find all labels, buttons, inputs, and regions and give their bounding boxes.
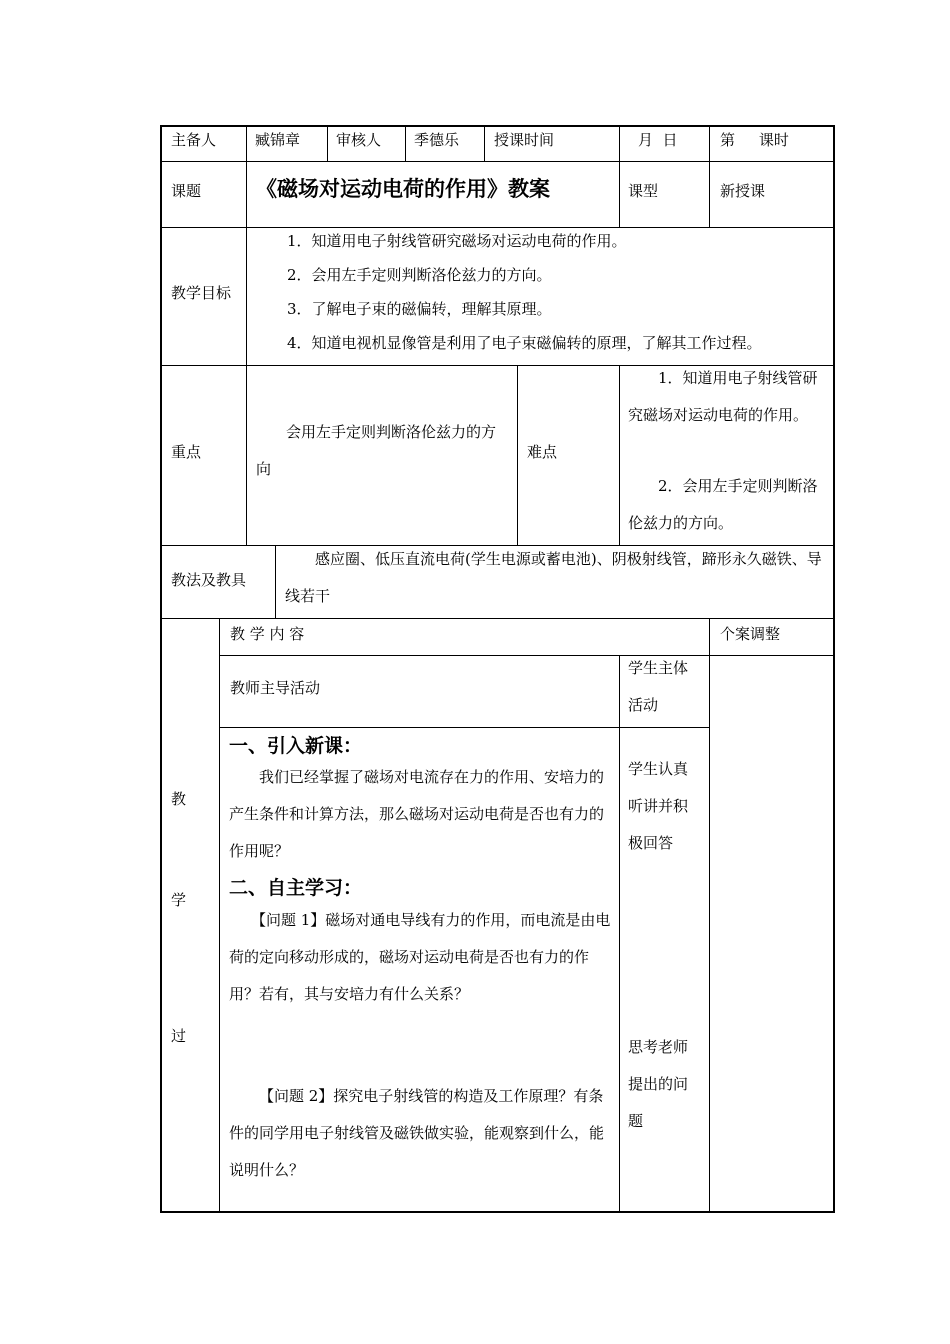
process-side-label-2: 学 bbox=[171, 891, 187, 909]
difficulty-item-2: 2．会用左手定则判断洛伦兹力的方向。 bbox=[628, 477, 818, 532]
process-side-label-3: 过 bbox=[171, 1027, 187, 1045]
date-field: 月 日 bbox=[638, 131, 678, 149]
reviewer-label: 审核人 bbox=[336, 131, 382, 149]
col-line bbox=[517, 365, 518, 545]
col-line bbox=[709, 125, 710, 227]
type-value: 新授课 bbox=[720, 182, 766, 200]
teacher-header: 教师主导活动 bbox=[230, 679, 321, 697]
col-line bbox=[327, 125, 328, 161]
col-line bbox=[709, 618, 710, 1213]
student-activity-1: 学生认真听讲并积极回答 bbox=[628, 760, 689, 852]
row-line bbox=[160, 161, 835, 162]
difficulty-label: 难点 bbox=[527, 443, 558, 461]
type-label: 课型 bbox=[628, 182, 659, 200]
table-border-top bbox=[160, 125, 835, 127]
section-1-text: 我们已经掌握了磁场对电流存在力的作用、安培力的产生条件和计算方法，那么磁场对运动电荷是否也有力的作用呢？ bbox=[229, 768, 605, 860]
table-border-bottom bbox=[160, 1211, 835, 1213]
col-line bbox=[246, 365, 247, 545]
col-line bbox=[619, 365, 620, 545]
section-1-title: 一、引入新课： bbox=[229, 735, 363, 757]
time-label: 授课时间 bbox=[494, 131, 555, 149]
difficulty-item-1: 1．知道用电子射线管研究磁场对运动电荷的作用。 bbox=[628, 369, 818, 424]
question-2-text: 【问题 2】探究电子射线管的构造及工作原理？有条件的同学用电子射线管及磁铁做实验，能观察到什么，能说明什么？ bbox=[229, 1087, 605, 1179]
objective-item-4: 4．知道电视机显像管是利用了电子束磁偏转的原理，了解其工作过程。 bbox=[287, 334, 762, 352]
row-line bbox=[220, 655, 835, 656]
period-field: 第 课时 bbox=[720, 131, 789, 149]
preparer-label: 主备人 bbox=[171, 131, 217, 149]
objective-item-1: 1．知道用电子射线管研究磁场对运动电荷的作用。 bbox=[287, 232, 627, 250]
row-line bbox=[160, 227, 835, 228]
objective-item-3: 3．了解电子束的磁偏转，理解其原理。 bbox=[287, 300, 552, 318]
objective-item-2: 2．会用左手定则判断洛伦兹力的方向。 bbox=[287, 266, 552, 284]
table-border-right bbox=[833, 125, 835, 1213]
preparer-name: 臧锦章 bbox=[255, 131, 301, 149]
col-line bbox=[619, 655, 620, 1213]
objectives-label: 教学目标 bbox=[171, 284, 232, 302]
process-side-label-1: 教 bbox=[171, 790, 187, 808]
methods-label: 教法及教具 bbox=[171, 571, 247, 589]
student-header: 学生主体活动 bbox=[628, 659, 689, 714]
student-activity-2: 思考老师提出的问题 bbox=[628, 1038, 689, 1130]
content-header: 教 学 内 容 bbox=[230, 625, 305, 643]
topic-label: 课题 bbox=[171, 182, 202, 200]
methods-text: 感应圈、低压直流电荷(学生电源或蓄电池)、阴极射线管，蹄形永久磁铁、导线若干 bbox=[285, 550, 822, 605]
adjust-header: 个案调整 bbox=[720, 625, 781, 643]
col-line bbox=[219, 618, 220, 1213]
col-line bbox=[619, 125, 620, 227]
section-2-title: 二、自主学习： bbox=[229, 877, 363, 899]
col-line bbox=[246, 227, 247, 365]
col-line bbox=[246, 125, 247, 227]
reviewer-name: 季德乐 bbox=[414, 131, 460, 149]
col-line bbox=[405, 125, 406, 161]
table-border-left bbox=[160, 125, 162, 1213]
col-line bbox=[275, 545, 276, 618]
question-1-text: 【问题 1】磁场对通电导线有力的作用，而电流是由电荷的定向移动形成的，磁场对运动电荷是否也有力的作用？若有，其与安培力有什么关系？ bbox=[229, 911, 611, 1003]
key-points-label: 重点 bbox=[171, 443, 202, 461]
topic-title: 《磁场对运动电荷的作用》教案 bbox=[256, 176, 550, 201]
row-line bbox=[160, 618, 835, 619]
row-line bbox=[220, 727, 710, 728]
key-points-text: 会用左手定则判断洛伦兹力的方向 bbox=[256, 423, 497, 478]
col-line bbox=[484, 125, 485, 161]
